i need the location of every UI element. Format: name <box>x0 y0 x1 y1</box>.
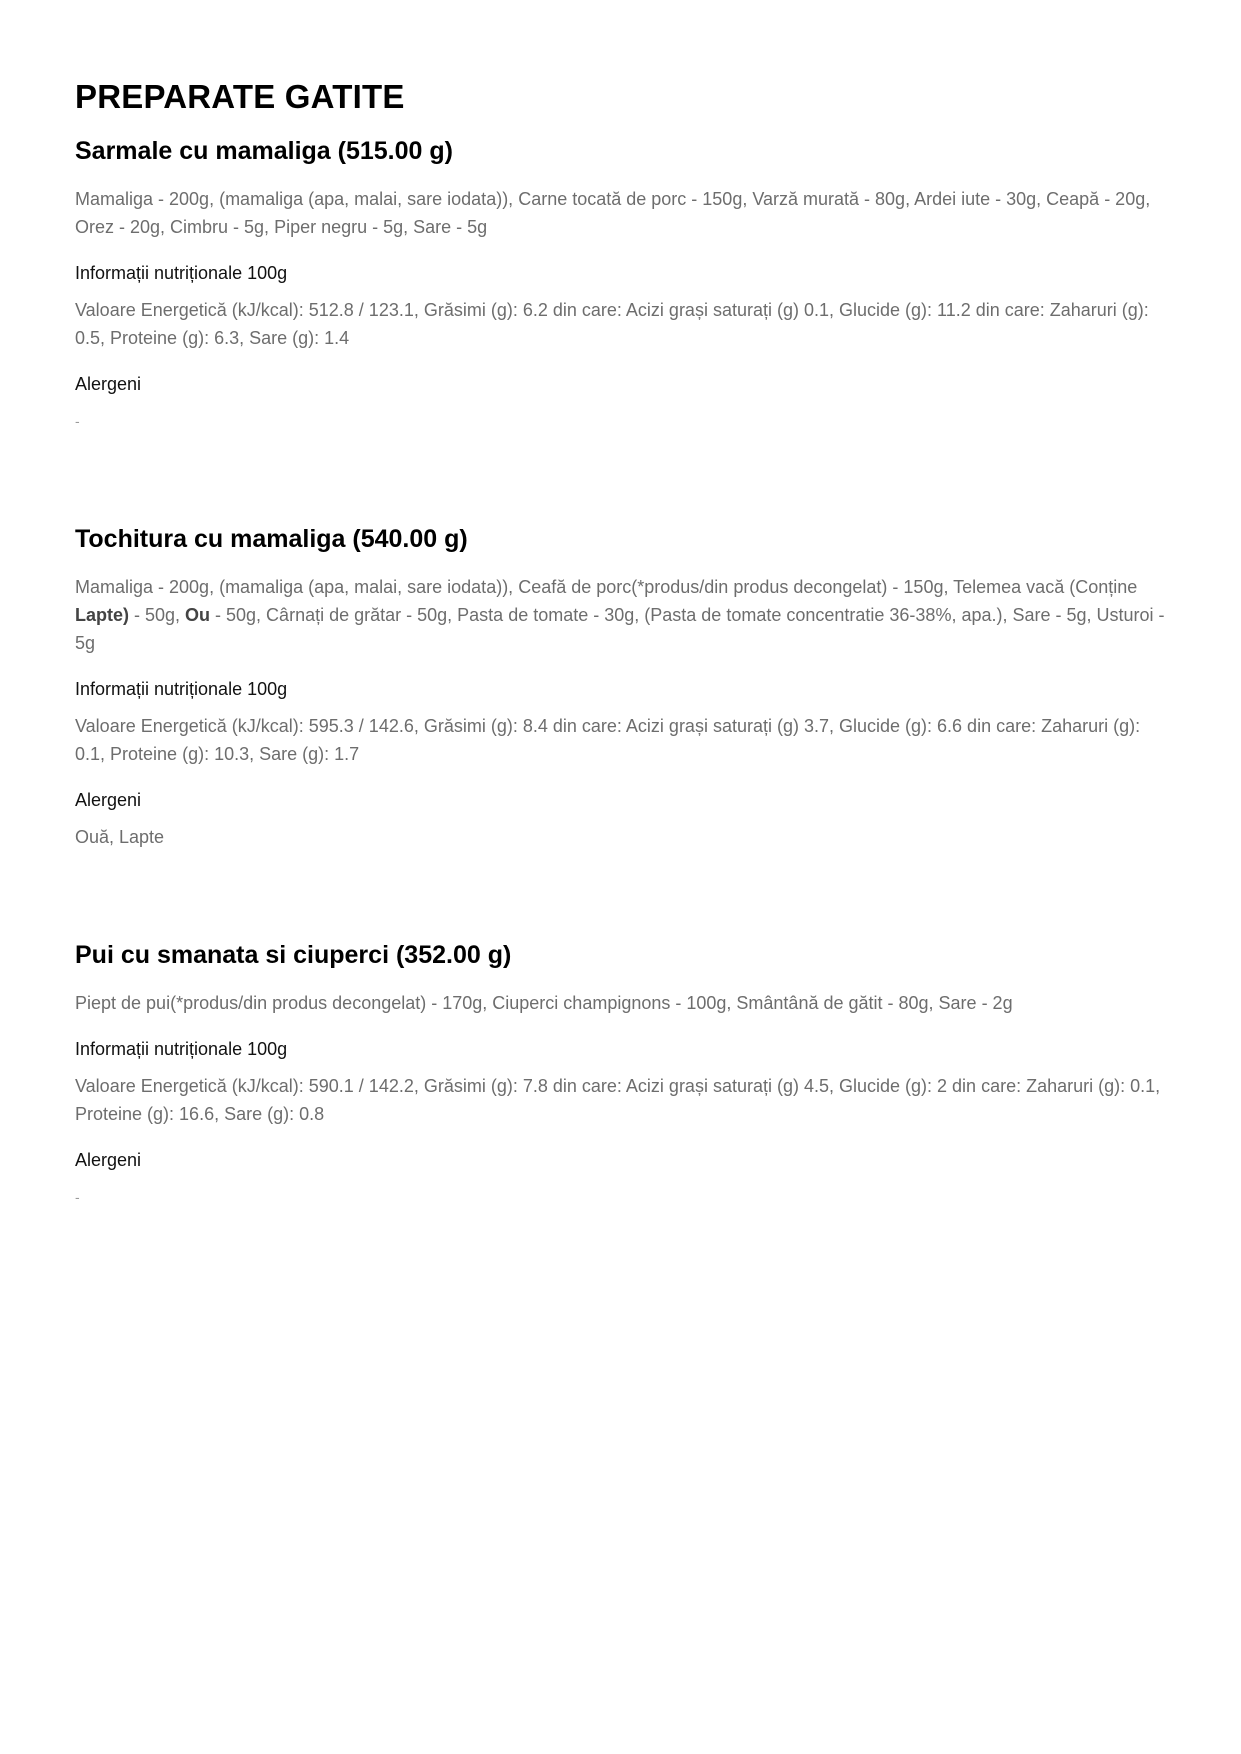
nutrition-text: Valoare Energetică (kJ/kcal): 590.1 / 142.2, Grăsimi (g): 7.8 din care: Acizi grași saturați (g) 4.5, Glucide (g): 2 din care: Zaharuri (g): 0.1, Proteine (g): 16.6, Sare (g): 0.8 <box>75 1076 1161 1124</box>
ingredients-fragment: - 50g, Cârnați de grătar - 50g, Pasta de tomate - 30g, (Pasta de tomate concentratie 36-38%, apa.), Sare - 5g, Usturoi - 5g <box>75 605 1165 653</box>
product-title: Sarmale cu mamaliga (515.00 g) <box>75 137 453 165</box>
allergens-text: Ouă, Lapte <box>75 827 165 847</box>
page-title: PREPARATE GATITE <box>75 78 405 115</box>
ingredients-fragment: - 50g, <box>129 605 186 625</box>
allergens-label: Alergeni <box>75 1150 142 1170</box>
nutrition-label: Informații nutriționale 100g <box>75 1039 288 1059</box>
allergens-label: Alergeni <box>75 790 142 810</box>
product-title: Pui cu smanata si ciuperci (352.00 g) <box>75 941 512 969</box>
allergens-text: - <box>75 1189 80 1205</box>
nutrition-text: Valoare Energetică (kJ/kcal): 595.3 / 142.6, Grăsimi (g): 8.4 din care: Acizi grași saturați (g) 3.7, Glucide (g): 6.6 din care: Zaharuri (g): 0.1, Proteine (g): 10.3, Sare (g): 1.7 <box>75 716 1141 764</box>
allergens-text: - <box>75 413 80 429</box>
product-title: Tochitura cu mamaliga (540.00 g) <box>75 525 468 553</box>
ingredients-fragment: Mamaliga - 200g, (mamaliga (apa, malai, sare iodata)), Carne tocată de porc - 150g, Varză murată - 80g, Ardei iute - 30g, Ceapă - 20g, Orez - 20g, Cimbru - 5g, Piper negru - 5g, Sare - 5g <box>75 189 1151 237</box>
ingredients-text <box>75 185 1167 241</box>
allergen-highlight: Ou <box>185 605 211 625</box>
product-card-sarmale <box>75 134 1167 435</box>
product-card-tochitura <box>75 522 1167 851</box>
allergens-label: Alergeni <box>75 374 142 394</box>
ingredients-text <box>75 989 1167 1017</box>
allergen-highlight: Lapte) <box>75 605 129 625</box>
nutrition-label: Informații nutriționale 100g <box>75 263 288 283</box>
ingredients-fragment: Piept de pui(*produs/din produs decongelat) - 170g, Ciuperci champignons - 100g, Smântână de gătit - 80g, Sare - 2g <box>75 993 1013 1013</box>
nutrition-label: Informații nutriționale 100g <box>75 679 288 699</box>
nutrition-text: Valoare Energetică (kJ/kcal): 512.8 / 123.1, Grăsimi (g): 6.2 din care: Acizi grași saturați (g) 0.1, Glucide (g): 11.2 din care: Zaharuri (g): 0.5, Proteine (g): 6.3, Sare (g): 1.4 <box>75 300 1149 348</box>
ingredients-fragment: Mamaliga - 200g, (mamaliga (apa, malai, sare iodata)), Ceafă de porc(*produs/din produs decongelat) - 150g, Telemea vacă (Conține <box>75 577 1138 597</box>
product-card-pui <box>75 938 1167 1211</box>
ingredients-text <box>75 573 1167 657</box>
